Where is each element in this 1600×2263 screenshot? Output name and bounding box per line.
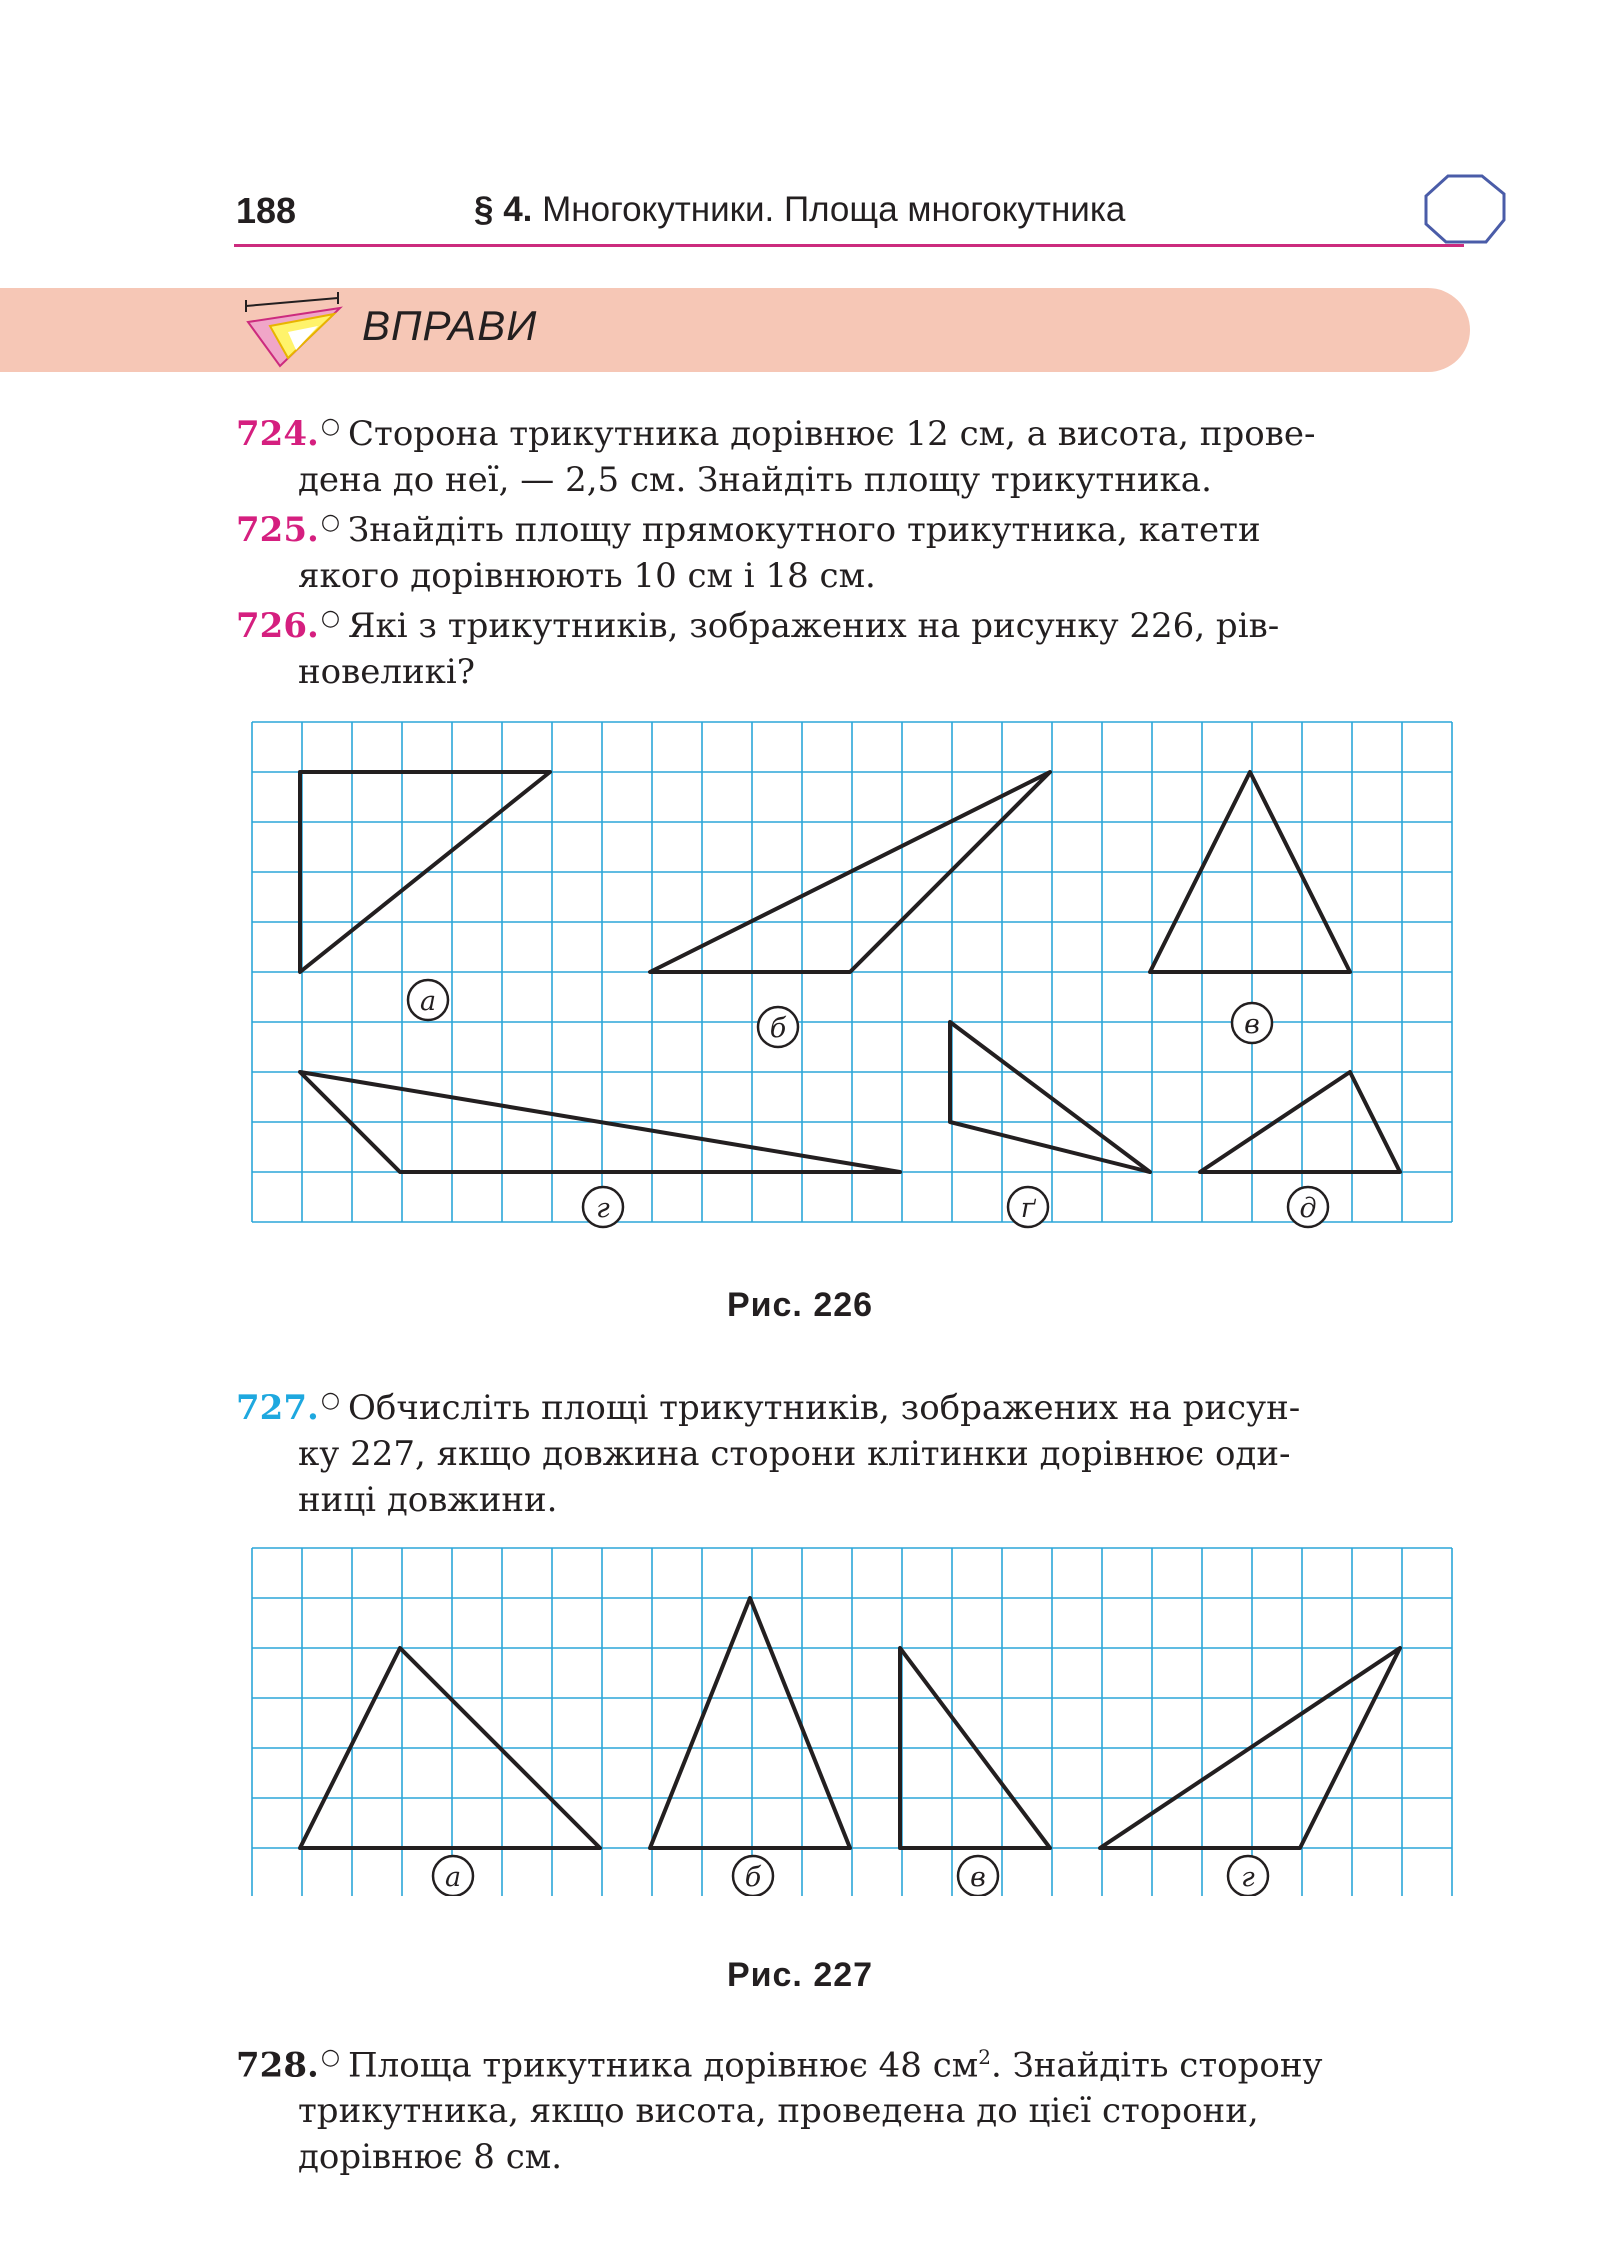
- svg-text:г: г: [1241, 1862, 1255, 1893]
- ruler-triangle-icon: [240, 292, 350, 372]
- label-gg: [1008, 1187, 1048, 1227]
- figure-226-caption: Рис. 226: [726, 1286, 874, 1324]
- section-mark: § 4.: [474, 190, 533, 229]
- exercise-number: 725.: [236, 510, 319, 550]
- exercise-text: ниці довжини.: [298, 1480, 558, 1520]
- exercise-text: трикутника, якщо висота, проведена до цієї сторони,: [298, 2091, 1259, 2132]
- svg-text:г: г: [596, 1193, 610, 1224]
- figure-227-caption: Рис. 227: [726, 1956, 874, 1994]
- exercises-title: ВПРАВИ: [362, 302, 538, 349]
- exercise-number: 726.: [236, 606, 319, 646]
- degree-mark: ○: [320, 510, 341, 535]
- svg-text:д: д: [1299, 1193, 1317, 1224]
- superscript: 2: [978, 2045, 991, 2069]
- label-b: [758, 1007, 798, 1047]
- exercise-727: [236, 1378, 1468, 1523]
- label-d: [1288, 1187, 1328, 1227]
- triangle-b: [650, 1598, 850, 1848]
- exercise-text: Обчисліть площі трикутників, зображених на рисун-: [348, 1388, 1301, 1428]
- label-v: [958, 1856, 998, 1896]
- svg-text:в: в: [970, 1862, 986, 1893]
- exercise-728: [236, 2034, 1468, 2180]
- label-g: [1228, 1856, 1268, 1896]
- exercise-725: [236, 500, 1468, 599]
- degree-mark: ○: [320, 1388, 341, 1413]
- octagon-icon: [1420, 170, 1510, 250]
- exercise-text: дорівнює 8 см.: [298, 2137, 563, 2178]
- exercise-number: 728.: [236, 2045, 319, 2086]
- exercise-number: 724.: [236, 414, 319, 454]
- triangle-gg: [950, 1022, 1150, 1172]
- svg-text:б: б: [744, 1862, 762, 1893]
- label-v: [1232, 1003, 1272, 1043]
- label-g: [583, 1187, 623, 1227]
- exercise-text: . Знайдіть сторону: [990, 2045, 1323, 2086]
- exercises-band: [0, 288, 1470, 372]
- figure-227: [250, 1546, 1460, 1896]
- exercise-text: Площа трикутника дорівнює 48 см: [348, 2045, 979, 2086]
- exercise-text: якого дорівнюють 10 см і 18 см.: [298, 556, 876, 596]
- section-title: Многокутники. Площа многокутника: [542, 190, 1126, 229]
- svg-text:в: в: [1244, 1009, 1260, 1040]
- exercise-text: Сторона трикутника дорівнює 12 см, а висота, прове-: [348, 414, 1316, 454]
- header-rule: [234, 244, 1464, 247]
- degree-mark: ○: [320, 606, 341, 631]
- svg-text:а: а: [444, 1862, 462, 1893]
- running-title: [474, 190, 1125, 230]
- label-b: [733, 1856, 773, 1896]
- exercise-text: Знайдіть площу прямокутного трикутника, катети: [348, 510, 1261, 550]
- exercise-text: дена до неї, — 2,5 см. Знайдіть площу трикутника.: [298, 460, 1212, 500]
- page-header: [0, 0, 1600, 250]
- degree-mark: ○: [320, 414, 341, 439]
- exercise-724: [236, 404, 1468, 503]
- exercise-number: 727.: [236, 1388, 319, 1428]
- label-a: [408, 980, 448, 1020]
- svg-text:а: а: [419, 986, 437, 1017]
- svg-text:б: б: [769, 1013, 787, 1044]
- svg-text:ґ: ґ: [1020, 1193, 1036, 1224]
- page-number: 188: [236, 190, 297, 231]
- exercise-text: новеликі?: [298, 652, 476, 692]
- grid: [252, 1548, 1452, 1896]
- exercise-text: Які з трикутників, зображених на рисунку 226, рів-: [348, 606, 1280, 646]
- label-a: [433, 1856, 473, 1896]
- figure-226: [250, 720, 1460, 1230]
- exercise-text: ку 227, якщо довжина сторони клітинки дорівнює оди-: [298, 1434, 1291, 1474]
- exercise-726: [236, 596, 1468, 695]
- degree-mark: ○: [320, 2045, 341, 2071]
